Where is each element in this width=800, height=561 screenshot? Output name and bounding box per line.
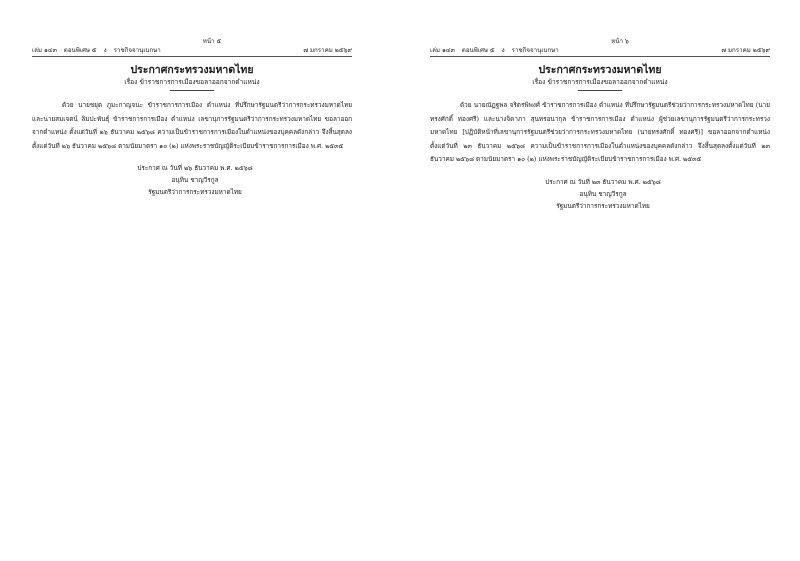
announced-date: ประกาศ ณ วันที่ ๒๖ ธันวาคม พ.ศ. ๒๕๖๘ [137, 164, 253, 173]
title-underline [170, 90, 214, 91]
announcement-body: ด้วย นายณัฏฐพล จริตรพิพงศ์ ข้าราชการการเมือง ตำแหน่ง ที่ปรึกษารัฐมนตรีช่วยว่าการกระทรวงมหาดไทย (นายทรงศักดิ์ ทองศรี) และนางจิดาภา สุนทรอนากุล ข้าราชการการเมือง ตำแหน่ง ผู้ช่วยเลขานุการรัฐมนตรีว่าการกระทรวงมหาดไทย [ปฏิบัติหน้าที่เลขานุการรัฐมนตรีช่วยว่าการกระทรวงมหาดไทย (นายทรงศักดิ์ ทองศรี)] ขอลาออกจากตำแหน่ง ตั้งแต่วันที่ ๒๓ ธันวาคม ๒๕๖๘ ความเป็นข้าราชการการเมืองในตำแหน่งของบุคคลดังกล่าว จึงสิ้นสุดลงตั้งแต่วันที่ ๒๓ ธันวาคม ๒๕๖๘ ตามนัยมาตรา ๑๐ (๒) แห่งพระราชบัญญัติระเบียบข้าราชการการเมือง พ.ศ. ๒๕๓๕ [430, 101, 770, 164]
announcement-title: ประกาศกระทรวงมหาดไทย [130, 64, 254, 76]
page-number: หน้า ๖ [611, 38, 629, 45]
page-number: หน้า ๕ [202, 38, 222, 45]
publish-date: ๗ มกราคม ๒๕๖๙ [721, 47, 770, 54]
signature-block [32, 162, 352, 198]
signer-position: รัฐมนตรีว่าการกระทรวงมหาดไทย [556, 201, 650, 210]
section-label: ง [103, 47, 107, 54]
gazette-page-left [32, 38, 352, 198]
gazette-header [430, 46, 770, 57]
special-issue-label: ตอนพิเศษ ๕ [461, 47, 495, 54]
title-underline [578, 90, 622, 91]
announcement-title: ประกาศกระทรวงมหาดไทย [538, 64, 662, 76]
signer-name: อนุทิน ชาญวีรกูล [171, 176, 219, 185]
signer-name: อนุทิน ชาญวีรกูล [579, 189, 627, 198]
announced-date: ประกาศ ณ วันที่ ๒๓ ธันวาคม พ.ศ. ๒๕๖๘ [545, 177, 661, 186]
publish-date: ๗ มกราคม ๒๕๖๙ [303, 47, 352, 54]
gazette-name: ราชกิจจานุเบกษา [113, 47, 161, 54]
announcement-body: ด้วย นายชยุต ภูมะกาญจนะ ข้าราชการการเมือง ตำแหน่ง ที่ปรึกษารัฐมนตรีว่าการกระทรวงมหาดไทย และนายสมเจตน์ ลิมปะพันธุ์ ข้าราชการการเมือง ตำแหน่ง เลขานุการรัฐมนตรีว่าการกระทรวงมหาดไทย ขอลาออกจากตำแหน่ง ตั้งแต่วันที่ ๒๖ ธันวาคม ๒๕๖๘ ความเป็นข้าราชการการเมืองในตำแหน่งของบุคคลดังกล่าว จึงสิ้นสุดลงตั้งแต่วันที่ ๒๖ ธันวาคม ๒๕๖๘ ตามนัยมาตรา ๑๐ (๒) แห่งพระราชบัญญัติระเบียบข้าราชการการเมือง พ.ศ. ๒๕๓๕ [32, 101, 352, 150]
gazette-header [32, 46, 352, 57]
gazette-page-right [430, 38, 770, 212]
signer-position: รัฐมนตรีว่าการกระทรวงมหาดไทย [148, 188, 242, 197]
announcement-subject: เรื่อง ข้าราชการการเมืองขอลาออกจากตำแหน่ง [532, 78, 668, 86]
announcement-subject: เรื่อง ข้าราชการการเมืองขอลาออกจากตำแหน่ง [124, 78, 260, 86]
signature-block [430, 176, 770, 212]
section-label: ง [501, 47, 505, 54]
special-issue-label: ตอนพิเศษ ๕ [63, 47, 97, 54]
gazette-name: ราชกิจจานุเบกษา [511, 47, 559, 54]
volume-label: เล่ม ๑๔๓ [430, 47, 455, 54]
volume-label: เล่ม ๑๔๓ [32, 47, 57, 54]
